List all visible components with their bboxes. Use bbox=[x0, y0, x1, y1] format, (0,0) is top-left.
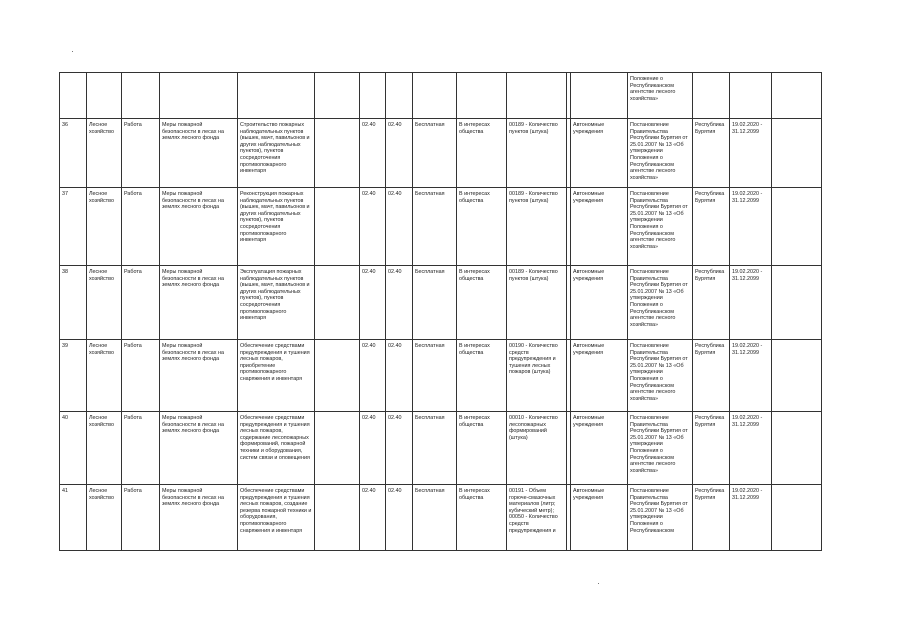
table-row bbox=[60, 266, 822, 340]
indicator-cell: 00191 - Объем горюче-смазочных материалов (литр; кубический метр); 00050 - Количество средств предупреждения и bbox=[507, 485, 567, 551]
code-cell: 02.40 bbox=[360, 340, 386, 412]
table-cell bbox=[60, 73, 87, 119]
table-cell bbox=[360, 73, 386, 119]
sector-cell: Лесное хозяйство bbox=[87, 119, 122, 188]
table-cell bbox=[315, 73, 360, 119]
table-row bbox=[60, 412, 822, 485]
table-cell bbox=[693, 73, 730, 119]
table-row bbox=[60, 188, 822, 266]
indicator-cell: 00010 - Количество лесопожарных формирований (штука) bbox=[507, 412, 567, 485]
program-cell: Меры пожарной безопасности в лесах на землях лесного фонда bbox=[160, 188, 238, 266]
type-cell: Работа bbox=[122, 340, 160, 412]
table-cell bbox=[507, 73, 567, 119]
scan-speck bbox=[72, 51, 73, 52]
indicator-cell: 00189 - Количество пунктов (штука) bbox=[507, 188, 567, 266]
sector-cell: Лесное хозяйство bbox=[87, 266, 122, 340]
empty-cell bbox=[315, 340, 360, 412]
type-cell: Работа bbox=[122, 266, 160, 340]
code-cell: 02.40 bbox=[386, 340, 413, 412]
table-cell bbox=[772, 73, 822, 119]
basis-cell: Постановление Правительства Республики Бурятия от 25.01.2007 № 13 «Об утверждении Положения о Республиканском агентстве лесного хозяйства» bbox=[628, 340, 693, 412]
table-cell bbox=[386, 73, 413, 119]
region-cell: Республика Бурятия bbox=[693, 412, 730, 485]
table-cell bbox=[457, 73, 507, 119]
row-number: 38 bbox=[60, 266, 87, 340]
content-cell: Строительство пожарных наблюдательных пунктов (вышек, мачт, павильонов и других наблюдательных пунктов), пунктов сосредоточения противопожарного инвентаря bbox=[238, 119, 315, 188]
interest-cell: В интересах общества bbox=[457, 119, 507, 188]
empty-cell bbox=[315, 485, 360, 551]
table-cell bbox=[730, 73, 772, 119]
period-cell: 19.02.2020 - 31.12.2099 bbox=[730, 266, 772, 340]
sector-cell: Лесное хозяйство bbox=[87, 412, 122, 485]
table-cell bbox=[160, 73, 238, 119]
period-cell: 19.02.2020 - 31.12.2099 bbox=[730, 119, 772, 188]
indicator-cell: 00189 - Количество пунктов (штука) bbox=[507, 119, 567, 188]
code-cell: 02.40 bbox=[360, 119, 386, 188]
institution-cell: Автономные учреждения bbox=[571, 485, 628, 551]
interest-cell: В интересах общества bbox=[457, 340, 507, 412]
content-cell: Эксплуатация пожарных наблюдательных пунктов (вышек, мачт, павильонов и других наблюдательных пунктов), пунктов сосредоточения противопожарного инвентаря bbox=[238, 266, 315, 340]
code-cell: 02.40 bbox=[386, 266, 413, 340]
code-cell: 02.40 bbox=[360, 188, 386, 266]
program-cell: Меры пожарной безопасности в лесах на землях лесного фонда bbox=[160, 340, 238, 412]
empty-cell bbox=[772, 188, 822, 266]
institution-cell: Автономные учреждения bbox=[571, 340, 628, 412]
code-cell: 02.40 bbox=[360, 485, 386, 551]
table-row bbox=[60, 340, 822, 412]
type-cell: Работа bbox=[122, 485, 160, 551]
program-cell: Меры пожарной безопасности в лесах на землях лесного фонда bbox=[160, 266, 238, 340]
type-cell: Работа bbox=[122, 412, 160, 485]
indicator-cell: 00189 - Количество пунктов (штука) bbox=[507, 266, 567, 340]
empty-cell bbox=[315, 119, 360, 188]
row-number: 36 bbox=[60, 119, 87, 188]
code-cell: 02.40 bbox=[386, 188, 413, 266]
payment-cell: Бесплатная bbox=[413, 340, 457, 412]
institution-cell: Автономные учреждения bbox=[571, 119, 628, 188]
code-cell: 02.40 bbox=[360, 412, 386, 485]
code-cell: 02.40 bbox=[360, 266, 386, 340]
table-cell: Положение о Республиканском агентстве лесного хозяйства» bbox=[628, 73, 693, 119]
content-cell: Реконструкция пожарных наблюдательных пунктов (вышек, мачт, павильонов и других наблюдательных пунктов), пунктов сосредоточения противопожарного инвентаря bbox=[238, 188, 315, 266]
basis-cell: Постановление Правительства Республики Бурятия от 25.01.2007 № 13 «Об утверждении Положения о Республиканском bbox=[628, 485, 693, 551]
basis-cell: Постановление Правительства Республики Бурятия от 25.01.2007 № 13 «Об утверждении Положения о Республиканском агентстве лесного хозяйства» bbox=[628, 412, 693, 485]
code-cell: 02.40 bbox=[386, 119, 413, 188]
payment-cell: Бесплатная bbox=[413, 188, 457, 266]
institution-cell: Автономные учреждения bbox=[571, 266, 628, 340]
institution-cell: Автономные учреждения bbox=[571, 188, 628, 266]
basis-cell: Постановление Правительства Республики Бурятия от 25.01.2007 № 13 «Об утверждении Положения о Республиканском агентстве лесного хозяйства» bbox=[628, 188, 693, 266]
empty-cell bbox=[772, 412, 822, 485]
program-cell: Меры пожарной безопасности в лесах на землях лесного фонда bbox=[160, 485, 238, 551]
row-number: 41 bbox=[60, 485, 87, 551]
content-cell: Обеспечение средствами предупреждения и тушения лесных пожаров, содержание лесопожарных формирований, пожарной техники и оборудования, систем связи и оповещения bbox=[238, 412, 315, 485]
empty-cell bbox=[315, 266, 360, 340]
region-cell: Республика Бурятия bbox=[693, 340, 730, 412]
sector-cell: Лесное хозяйство bbox=[87, 188, 122, 266]
region-cell: Республика Бурятия bbox=[693, 266, 730, 340]
region-cell: Республика Бурятия bbox=[693, 119, 730, 188]
basis-cell: Постановление Правительства Республики Бурятия от 25.01.2007 № 13 «Об утверждении Положения о Республиканском агентстве лесного хозяйства» bbox=[628, 119, 693, 188]
code-cell: 02.40 bbox=[386, 412, 413, 485]
period-cell: 19.02.2020 - 31.12.2099 bbox=[730, 188, 772, 266]
period-cell: 19.02.2020 - 31.12.2099 bbox=[730, 485, 772, 551]
content-cell: Обеспечение средствами предупреждения и тушения лесных пожаров, приобретение противопожарного снаряжения и инвентаря bbox=[238, 340, 315, 412]
row-number: 37 bbox=[60, 188, 87, 266]
code-cell: 02.40 bbox=[386, 485, 413, 551]
empty-cell bbox=[315, 412, 360, 485]
program-cell: Меры пожарной безопасности в лесах на землях лесного фонда bbox=[160, 119, 238, 188]
type-cell: Работа bbox=[122, 188, 160, 266]
table-cell bbox=[571, 73, 628, 119]
region-cell: Республика Бурятия bbox=[693, 188, 730, 266]
interest-cell: В интересах общества bbox=[457, 266, 507, 340]
period-cell: 19.02.2020 - 31.12.2099 bbox=[730, 412, 772, 485]
basis-cell: Постановление Правительства Республики Бурятия от 25.01.2007 № 13 «Об утверждении Положения о Республиканском агентстве лесного хозяйства» bbox=[628, 266, 693, 340]
interest-cell: В интересах общества bbox=[457, 485, 507, 551]
scan-speck bbox=[598, 583, 599, 584]
program-cell: Меры пожарной безопасности в лесах на землях лесного фонда bbox=[160, 412, 238, 485]
institution-cell: Автономные учреждения bbox=[571, 412, 628, 485]
empty-cell bbox=[772, 266, 822, 340]
payment-cell: Бесплатная bbox=[413, 485, 457, 551]
table-header-continuation-row bbox=[60, 73, 822, 119]
region-cell: Республика Бурятия bbox=[693, 485, 730, 551]
sector-cell: Лесное хозяйство bbox=[87, 340, 122, 412]
content-cell: Обеспечение средствами предупреждения и тушения лесных пожаров, создание резерва пожарной техники и оборудования, противопожарного снаряжения и инвентаря bbox=[238, 485, 315, 551]
register-table bbox=[59, 72, 822, 551]
table-cell bbox=[122, 73, 160, 119]
row-number: 39 bbox=[60, 340, 87, 412]
period-cell: 19.02.2020 - 31.12.2099 bbox=[730, 340, 772, 412]
table-row bbox=[60, 119, 822, 188]
interest-cell: В интересах общества bbox=[457, 188, 507, 266]
row-number: 40 bbox=[60, 412, 87, 485]
table-row bbox=[60, 485, 822, 551]
empty-cell bbox=[772, 119, 822, 188]
indicator-cell: 00190 - Количество средств предупреждения и тушения лесных пожаров (штука) bbox=[507, 340, 567, 412]
interest-cell: В интересах общества bbox=[457, 412, 507, 485]
sector-cell: Лесное хозяйство bbox=[87, 485, 122, 551]
payment-cell: Бесплатная bbox=[413, 412, 457, 485]
table-cell bbox=[238, 73, 315, 119]
payment-cell: Бесплатная bbox=[413, 266, 457, 340]
table-cell bbox=[413, 73, 457, 119]
payment-cell: Бесплатная bbox=[413, 119, 457, 188]
empty-cell bbox=[772, 340, 822, 412]
table-cell bbox=[87, 73, 122, 119]
empty-cell bbox=[772, 485, 822, 551]
type-cell: Работа bbox=[122, 119, 160, 188]
empty-cell bbox=[315, 188, 360, 266]
